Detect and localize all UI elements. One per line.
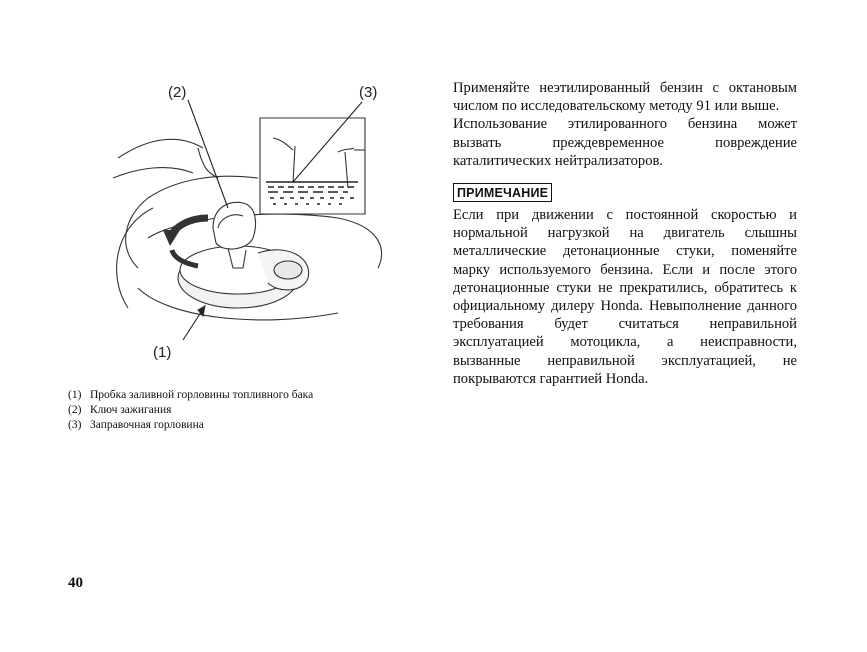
legend-number: (3) xyxy=(68,419,82,431)
fuel-tank-drawing xyxy=(108,78,398,378)
page-number: 40 xyxy=(68,575,83,591)
legend-number: (2) xyxy=(68,404,82,416)
note-label: ПРИМЕЧАНИЕ xyxy=(453,183,552,202)
legend-text: Пробка заливной горловины топливного бака xyxy=(90,389,314,401)
figure-legend xyxy=(68,388,313,433)
callout-3: (3) xyxy=(359,84,378,101)
legend-text: Ключ зажигания xyxy=(90,404,172,416)
callout-2: (2) xyxy=(168,84,187,101)
octane-paragraph: Применяйте неэтилированный бензин с октановым числом по исследовательскому методу 91 или выше. xyxy=(453,80,797,115)
legend-item xyxy=(68,403,313,418)
knocking-note-paragraph: Если при движении с постоянной скоростью и нормальной нагрузкой на двигатель слышны металлические детонационные стуки, поменяйте марку используемого бензина. Если и после этого детонационные стуки не прекратились, обратитесь к официальному дилеру Honda. Невыполнение данного требования будет считаться неправильной эксплуатацией мотоцикла, а неисправности, вызванные неправильной эксплуатацией, не покрываются гарантией Honda. xyxy=(453,207,797,387)
legend-item xyxy=(68,418,313,433)
main-text-column xyxy=(453,79,797,388)
legend-text: Заправочная горловина xyxy=(90,419,204,431)
fuel-cap-illustration xyxy=(108,78,398,378)
callout-1: (1) xyxy=(153,344,172,361)
legend-item xyxy=(68,388,313,403)
legend-number: (1) xyxy=(68,389,82,401)
leaded-fuel-paragraph: Использование этилированного бензина может вызвать преждевременное повреждение каталитических нейтрализаторов. xyxy=(453,116,797,169)
